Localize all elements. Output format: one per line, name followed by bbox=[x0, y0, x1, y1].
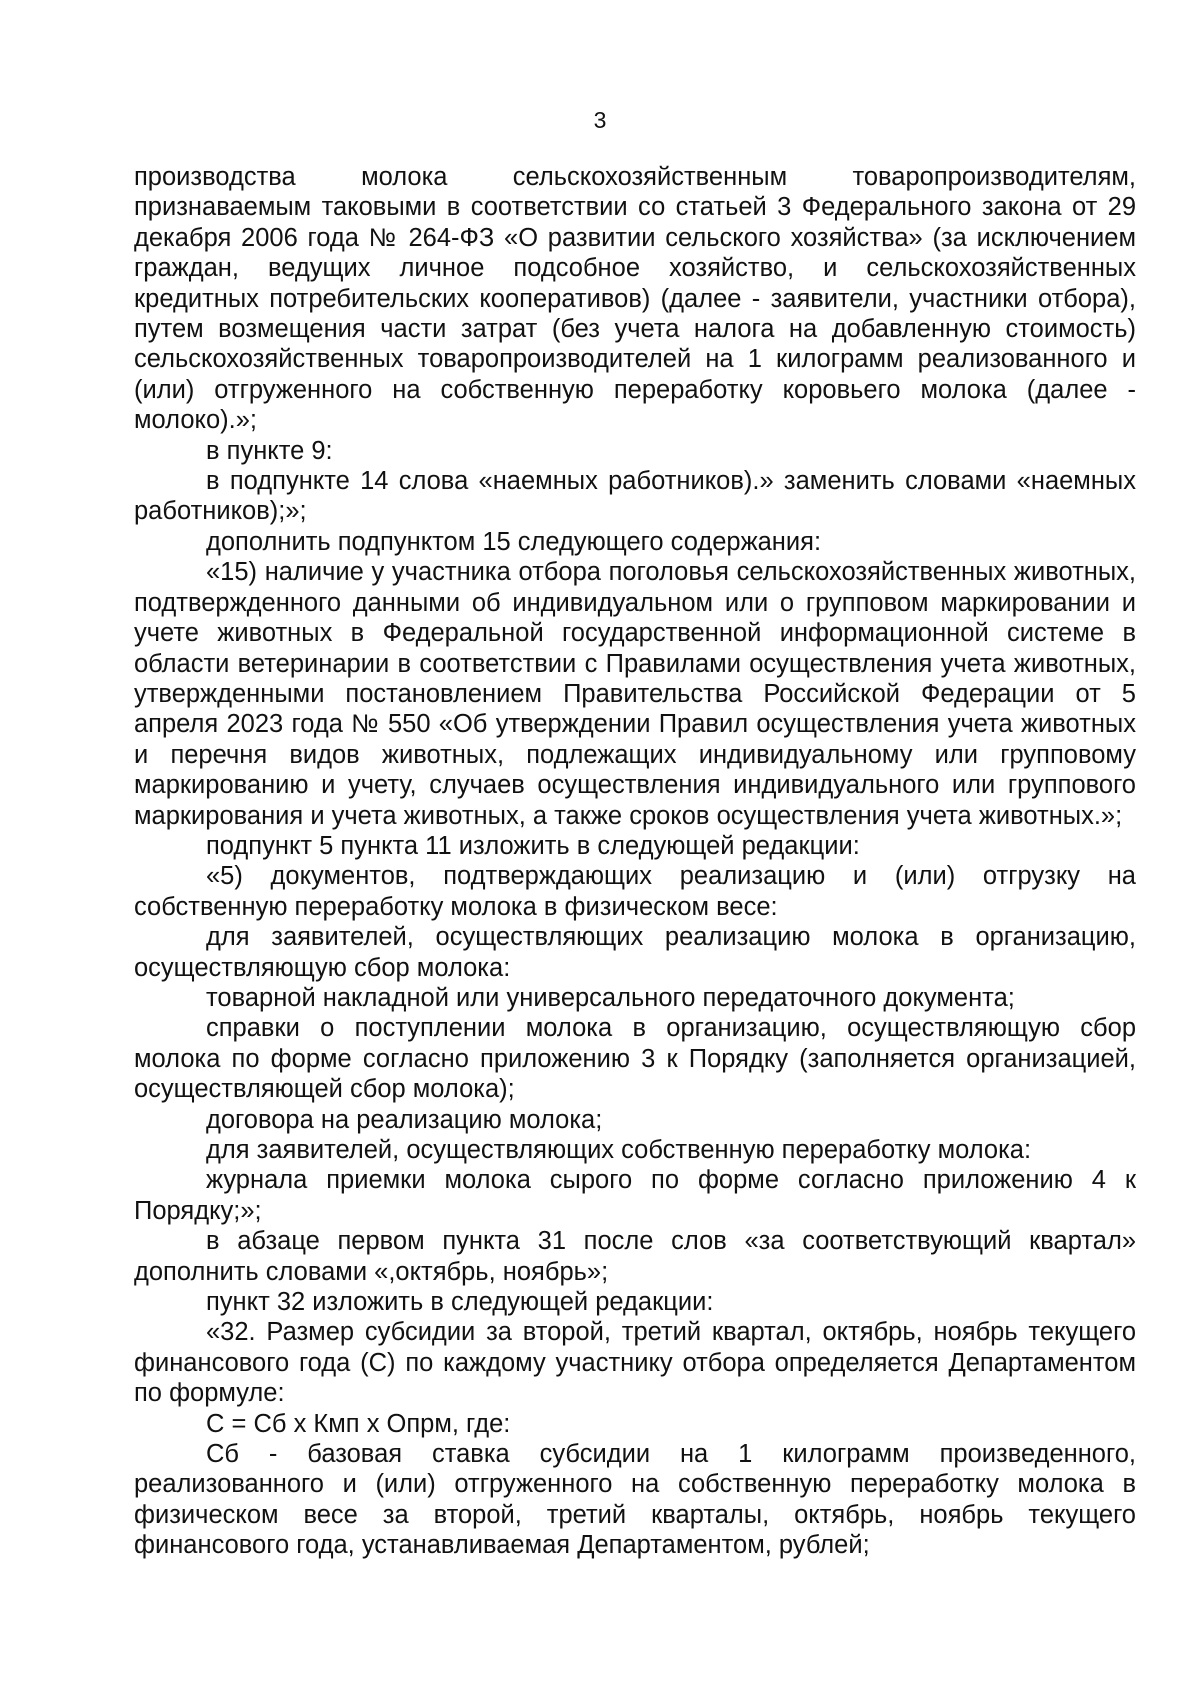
paragraph: в абзаце первом пункта 31 после слов «за соответствующий квартал» дополнить словами «,октябрь, ноябрь»; bbox=[134, 1227, 1136, 1286]
paragraph: подпункт 5 пункта 11 изложить в следующей редакции: bbox=[206, 831, 860, 860]
paragraph: в подпункте 14 слова «наемных работников).» заменить словами «наемных работников);»; bbox=[134, 467, 1136, 526]
paragraph: «32. Размер субсидии за второй, третий квартал, октябрь, ноябрь текущего финансового года (С) по каждому участнику отбора определяется Департаментом по формуле: bbox=[134, 1318, 1136, 1408]
page-number: 3 bbox=[593, 107, 607, 133]
paragraph: договора на реализацию молока; bbox=[206, 1105, 603, 1134]
paragraph: для заявителей, осуществляющих реализацию молока в организацию, осуществляющую сбор молока: bbox=[134, 923, 1136, 982]
paragraph: дополнить подпунктом 15 следующего содержания: bbox=[206, 527, 822, 556]
paragraph: «15) наличие у участника отбора поголовья сельскохозяйственных животных, подтвержденного данными об индивидуальном или о групповом маркировании и учете животных в Федеральной государственной информационной системе в области ветеринарии в соответствии с Правилами осуществления учета животных, утвержденными постановлением Правительства Российской Федерации от 5 апреля 2023 года № 550 «Об утверждении Правил осуществления учета животных и перечня видов животных, подлежащих индивидуальному или групповому маркированию и учету, случаев осуществления индивидуального или группового маркирования и учета животных, а также сроков осуществления учета животных.»; bbox=[134, 558, 1136, 830]
paragraph: в пункте 9: bbox=[206, 436, 333, 465]
document-body bbox=[134, 162, 1136, 1561]
paragraph: пункт 32 изложить в следующей редакции: bbox=[206, 1288, 714, 1317]
paragraph: «5) документов, подтверждающих реализацию и (или) отгрузку на собственную переработку молока в физическом весе: bbox=[134, 862, 1136, 921]
paragraph: товарной накладной или универсального передаточного документа; bbox=[206, 983, 1015, 1012]
paragraph: Сб - базовая ставка субсидии на 1 килограмм произведенного, реализованного и (или) отгруженного на собственную переработку молока в физическом весе за второй, третий кварталы, октябрь, ноябрь текущего финансового года, устанавливаемая Департаментом, рублей; bbox=[134, 1440, 1136, 1560]
paragraph: журнала приемки молока сырого по форме согласно приложению 4 к Порядку;»; bbox=[134, 1166, 1136, 1225]
paragraph: для заявителей, осуществляющих собственную переработку молока: bbox=[206, 1136, 1032, 1164]
paragraph: справки о поступлении молока в организацию, осуществляющую сбор молока по форме согласно приложению 3 к Порядку (заполняется организацией, осуществляющей сбор молока); bbox=[134, 1014, 1136, 1104]
paragraph: производства молока сельскохозяйственным товаропроизводителям, признаваемым таковыми в соответствии со статьей 3 Федерального закона от 29 декабря 2006 года № 264-ФЗ «О развитии сельского хозяйства» (за исключением граждан, ведущих личное подсобное хозяйство, и сельскохозяйственных кредитных потребительских кооперативов) (далее - заявители, участники отбора), путем возмещения части затрат (без учета налога на добавленную стоимость) сельскохозяйственных товаропроизводителей на 1 килограмм реализованного и (или) отгруженного на собственную переработку коровьего молока (далее - молоко).»; bbox=[134, 163, 1136, 435]
paragraph: С = Сб х Кмп х Опрм, где: bbox=[206, 1409, 511, 1438]
